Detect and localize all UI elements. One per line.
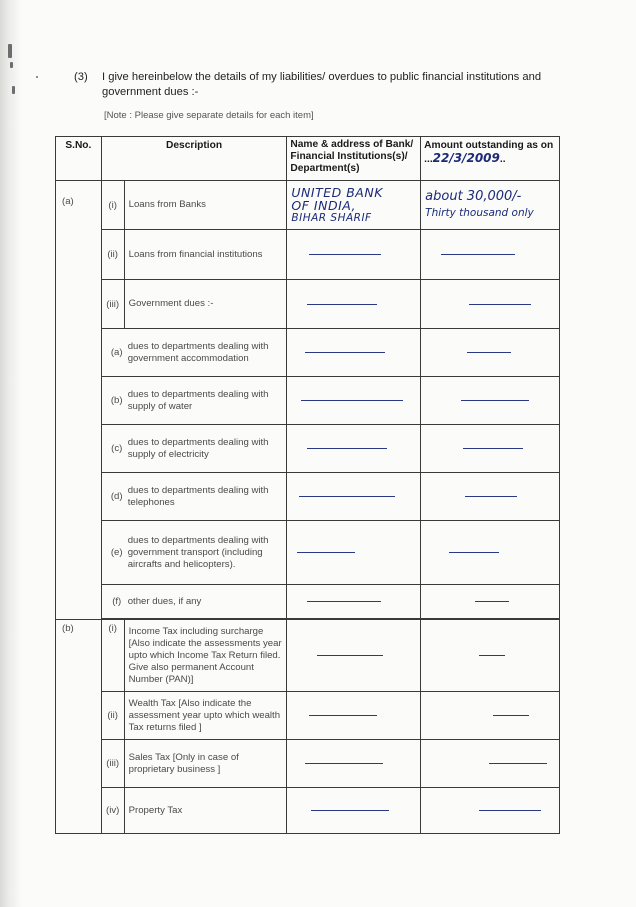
intro-text: I give hereinbelow the details of my liabilities/ overdues to public financial institutions and government dues :-: [102, 71, 542, 98]
row-number: (ii): [101, 230, 124, 280]
section-label: (b): [62, 623, 74, 634]
scan-speck: [10, 62, 13, 68]
bank-name-line: OF INDIA,: [291, 197, 357, 213]
table-row: [56, 692, 560, 740]
table-row: [56, 788, 560, 834]
table-row: [56, 473, 560, 521]
row-number: (i): [101, 620, 124, 692]
sub-item-text: other dues, if any: [127, 595, 202, 607]
note-text: [Note : Please give separate details for each item]: [104, 110, 314, 121]
name-cell: [287, 230, 421, 280]
sub-item-letter: (b): [110, 394, 123, 406]
table-row: [56, 425, 560, 473]
scan-speck: [36, 76, 38, 78]
handwritten-dash: [297, 552, 355, 553]
sub-item-text: dues to departments dealing with government accommodation: [127, 340, 269, 364]
name-cell: [287, 521, 421, 585]
header-amount-suffix: ..: [499, 154, 506, 165]
name-cell: [287, 425, 421, 473]
amount-value: about 30,000/-: [425, 189, 522, 204]
name-cell: [287, 329, 421, 377]
amount-cell: [421, 585, 560, 619]
row-number: (iii): [101, 740, 124, 788]
section-label: (a): [62, 196, 74, 207]
table-header-row: [56, 137, 560, 181]
handwritten-dash: [301, 400, 403, 401]
handwritten-dash: [305, 763, 383, 764]
bank-name-line: UNITED BANK: [291, 184, 383, 200]
handwritten-dash: [475, 601, 509, 602]
scan-edge: [0, 0, 22, 907]
amount-cell: [421, 620, 560, 692]
sub-item-letter: (f): [112, 595, 122, 607]
amount-cell: [421, 425, 560, 473]
header-amount-date: 22/3/2009: [432, 151, 500, 165]
handwritten-dash: [467, 352, 511, 353]
table-row: [56, 230, 560, 280]
handwritten-dash: [479, 655, 505, 656]
handwritten-dash: [489, 763, 547, 764]
handwritten-dash: [469, 304, 531, 305]
table-row: [56, 521, 560, 585]
handwritten-dash: [441, 254, 515, 255]
header-amount-prefix: Amount outstanding as on ...: [424, 140, 554, 165]
sub-item-text: dues to departments dealing with supply of water: [127, 388, 269, 412]
name-cell: [287, 377, 421, 425]
row-number: (iii): [101, 280, 124, 329]
sub-item-letter: (a): [110, 346, 123, 358]
name-cell: [287, 280, 421, 329]
row-description: Loans from Banks: [124, 181, 287, 230]
handwritten-dash: [311, 810, 389, 811]
handwritten-dash: [317, 655, 383, 656]
sub-item-letter: (c): [111, 442, 123, 454]
amount-cell: [421, 521, 560, 585]
amount-words: Thirty thousand only: [425, 207, 534, 219]
row-number: (ii): [101, 692, 124, 740]
amount-cell: [421, 740, 560, 788]
table-row: [56, 585, 560, 619]
handwritten-dash: [479, 810, 541, 811]
sub-item-text: dues to departments dealing with supply of electricity: [127, 436, 269, 460]
row-description: Government dues :-: [124, 280, 287, 329]
handwritten-dash: [307, 304, 377, 305]
liabilities-table: [55, 136, 560, 834]
amount-cell: [421, 473, 560, 521]
table-row: [56, 740, 560, 788]
sub-item-letter: (e): [110, 546, 123, 558]
bank-name-cell: [287, 181, 421, 230]
scan-speck: [8, 44, 12, 58]
header-sno: S.No.: [56, 137, 102, 181]
name-cell: [287, 740, 421, 788]
scan-speck: [12, 86, 15, 94]
amount-cell: [421, 280, 560, 329]
name-cell: [287, 473, 421, 521]
handwritten-dash: [465, 496, 517, 497]
bank-name-line: BIHAR SHARIF: [291, 211, 372, 224]
amount-cell: [421, 377, 560, 425]
table-row: [56, 329, 560, 377]
item-number: (3): [74, 71, 88, 83]
row-description: Wealth Tax [Also indicate the assessment year upto which wealth Tax returns filed ]: [124, 692, 287, 740]
sub-item-letter: (d): [110, 490, 123, 502]
amount-cell: [421, 230, 560, 280]
handwritten-dash: [309, 715, 377, 716]
header-description: Description: [101, 137, 287, 181]
table-row: [56, 620, 560, 692]
amount-cell: [421, 692, 560, 740]
amount-cell: [421, 181, 560, 230]
table-row: [56, 181, 560, 230]
table-row: [56, 377, 560, 425]
table-row: [56, 280, 560, 329]
handwritten-dash: [463, 448, 523, 449]
row-description: Loans from financial institutions: [124, 230, 287, 280]
sub-item-text: dues to departments dealing with telephones: [127, 484, 269, 508]
name-cell: [287, 585, 421, 619]
name-cell: [287, 620, 421, 692]
handwritten-dash: [305, 352, 385, 353]
handwritten-dash: [309, 254, 381, 255]
row-description: Property Tax: [124, 788, 287, 834]
name-cell: [287, 692, 421, 740]
row-description: Sales Tax [Only in case of proprietary business ]: [124, 740, 287, 788]
row-description: Income Tax including surcharge [Also indicate the assessments year upto which Income Tax Return filed. Give also permanent Account Number (PAN)]: [124, 620, 287, 692]
row-number: (i): [101, 181, 124, 230]
handwritten-dash: [493, 715, 529, 716]
header-amount: [421, 137, 560, 181]
handwritten-dash: [449, 552, 499, 553]
handwritten-dash: [307, 448, 387, 449]
amount-cell: [421, 329, 560, 377]
amount-cell: [421, 788, 560, 834]
row-number: (iv): [101, 788, 124, 834]
sub-item-text: dues to departments dealing with government transport (including aircrafts and helicopters).: [127, 534, 269, 570]
handwritten-dash: [461, 400, 529, 401]
handwritten-dash: [299, 496, 395, 497]
handwritten-dash: [307, 601, 381, 602]
name-cell: [287, 788, 421, 834]
header-name-address: Name & address of Bank/ Financial Institutions(s)/ Department(s): [287, 137, 421, 181]
